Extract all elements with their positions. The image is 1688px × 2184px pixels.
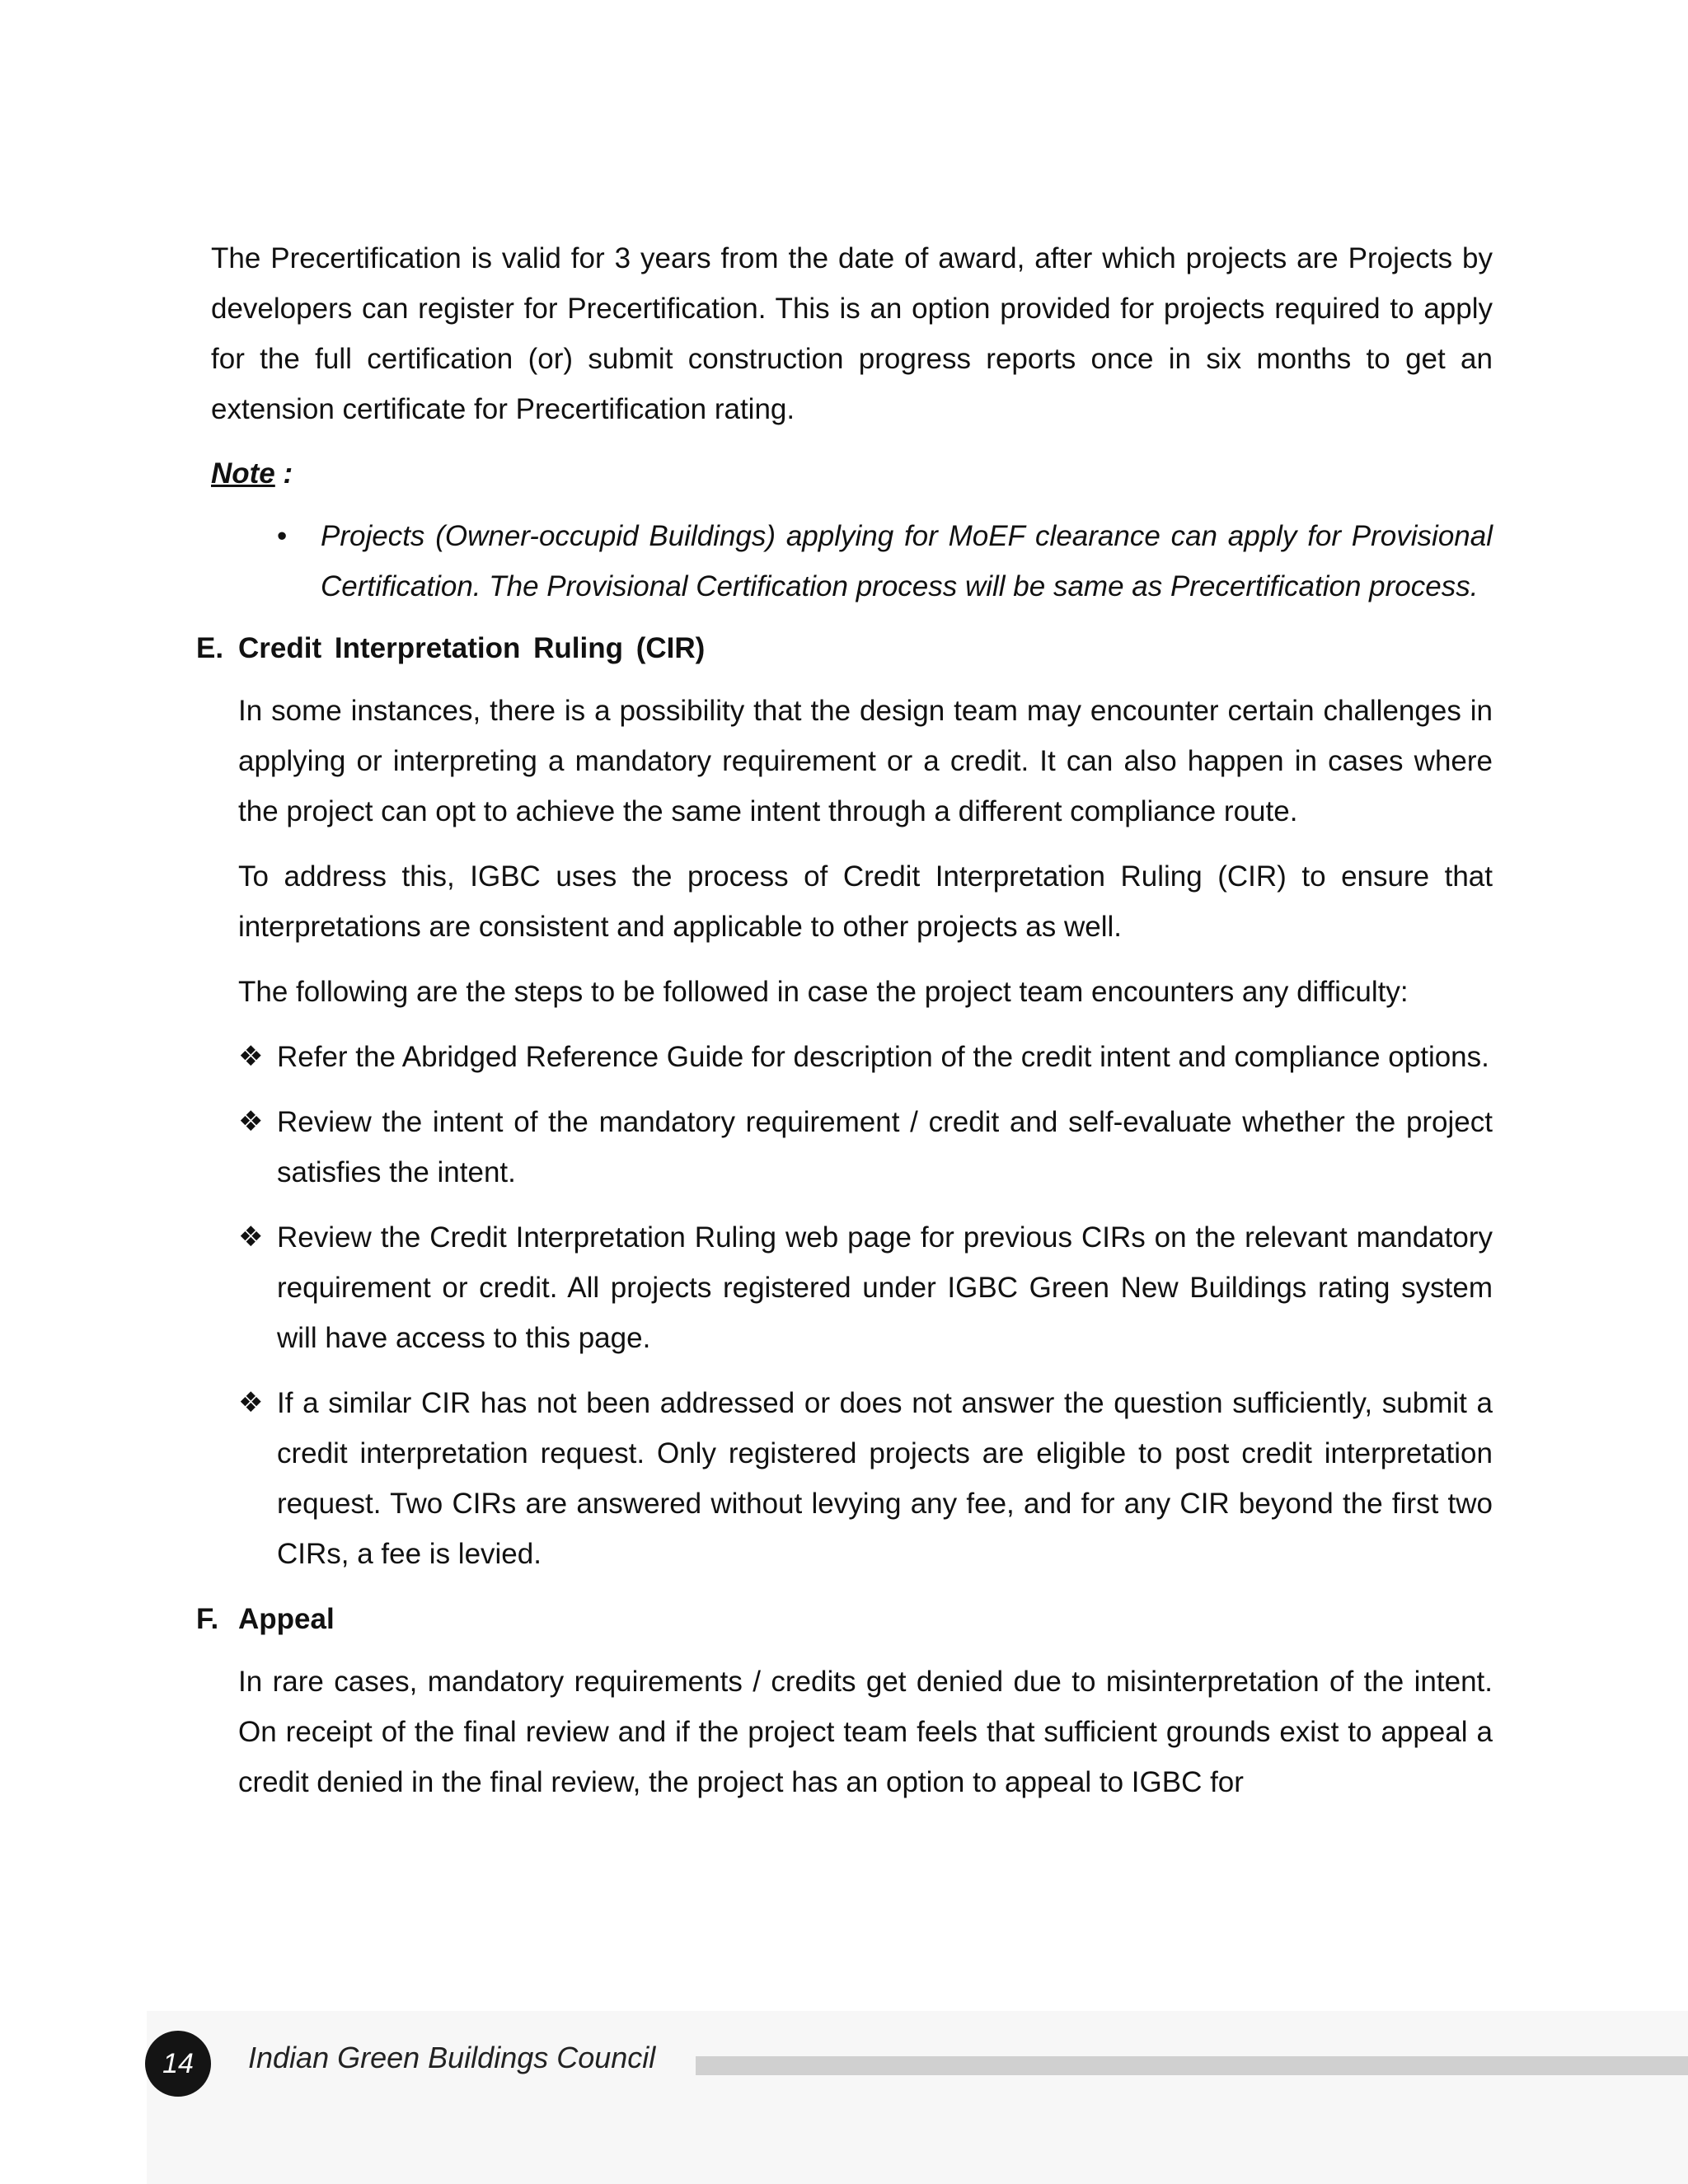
note-text: Projects (Owner-occupid Buildings) applying for MoEF clearance can apply for Provisional Certification. The Provisional Certification process will be same as Precertification process. (321, 520, 1493, 602)
section-letter: E. (196, 632, 224, 664)
step-text: Refer the Abridged Reference Guide for description of the credit intent and compliance options. (277, 1041, 1489, 1073)
section-letter: F. (196, 1603, 219, 1635)
diamond-bullet-icon: ❖ (238, 1221, 264, 1253)
list-item (238, 1032, 1493, 1082)
section-title: Appeal (238, 1603, 335, 1635)
section-heading (196, 1594, 1493, 1644)
footer-org-name: Indian Green Buildings Council (248, 2041, 656, 2074)
diamond-bullet-icon: ❖ (238, 1106, 264, 1137)
page-number: 14 (162, 2047, 194, 2079)
appeal-paragraph: In rare cases, mandatory requirements / credits get denied due to misinterpretation of the intent. On receipt of the final review and if the project team feels that sufficient grounds exist to appeal a credit denied in the final review, the project has an option to appeal to IGBC for (238, 1666, 1493, 1798)
diamond-bullet-icon: ❖ (238, 1041, 264, 1072)
section-appeal (196, 1594, 1493, 1807)
step-text: Review the Credit Interpretation Ruling web page for previous CIRs on the relevant mandatory requirement or credit. All projects registered under IGBC Green New Buildings rating system will have access to this page. (277, 1221, 1493, 1354)
cir-paragraph: In some instances, there is a possibility that the design team may encounter certain challenges in applying or interpreting a mandatory requirement or a credit. It can also happen in cases where the project can opt to achieve the same intent through a different compliance route. (238, 695, 1493, 827)
note-list (211, 511, 1493, 612)
note-label: Note (211, 457, 275, 490)
cir-paragraph: The following are the steps to be followed in case the project team encounters any difficulty: (238, 976, 1409, 1008)
list-item (238, 1378, 1493, 1579)
note-colon: : (283, 457, 293, 490)
page-body (196, 233, 1493, 1822)
footer-rule (696, 2056, 1688, 2075)
step-text: Review the intent of the mandatory requirement / credit and self-evaluate whether the project satisfies the intent. (277, 1106, 1493, 1188)
list-item (211, 511, 1493, 612)
bullet-icon: • (277, 520, 288, 552)
section-heading (196, 623, 1493, 673)
step-text: If a similar CIR has not been addressed or does not answer the question sufficiently, submit a credit interpretation request. Only registered projects are eligible to post credit interpretation request. Two CIRs are answered without levying any fee, and for any CIR beyond the first two CIRs, a fee is levied. (277, 1387, 1493, 1570)
list-item (238, 1097, 1493, 1197)
cir-steps-list (238, 1032, 1493, 1579)
note-heading (211, 448, 1493, 499)
section-cir (196, 623, 1493, 1579)
cir-paragraph: To address this, IGBC uses the process of Credit Interpretation Ruling (CIR) to ensure that interpretations are consistent and applicable to other projects as well. (238, 860, 1493, 943)
section-title: Credit Interpretation Ruling (CIR) (238, 632, 706, 664)
intro-paragraph: The Precertification is valid for 3 years from the date of award, after which projects are Projects by developers can register for Precertification. This is an option provided for projects required to apply for the full certification (or) submit construction progress reports once in six months to get an extension certificate for Precertification rating. (211, 242, 1493, 425)
diamond-bullet-icon: ❖ (238, 1387, 264, 1418)
list-item (238, 1212, 1493, 1363)
page-number-badge (145, 2031, 211, 2097)
footer-shade (147, 2011, 1688, 2184)
